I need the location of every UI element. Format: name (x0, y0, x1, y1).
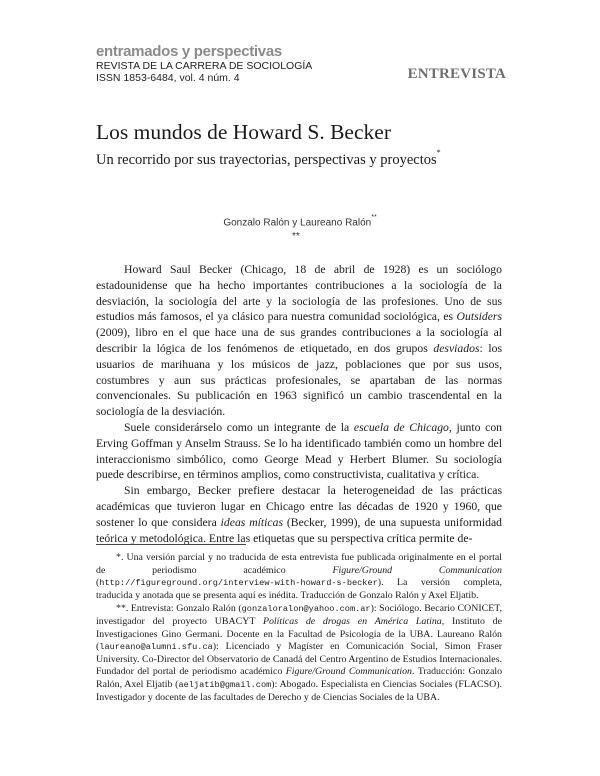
footnote-text: **. Entrevista: Gonzalo Ralón ( (116, 603, 242, 615)
footnote-italic: Figure/Ground Communication (285, 666, 412, 678)
footnote-1 (96, 552, 502, 602)
body-italic: ideas míticas (220, 515, 284, 529)
article-subtitle (96, 148, 441, 169)
footnote-italic: Figure/Ground Communication (332, 564, 502, 576)
footnote-text: ): Licenciado y Magíster en Comunicación Social, Simon Fraser University. Co-Director del Observatorio de Canadá del Centro Argentino de Estudios Internacionales. Fundador del portal de periodismo académico (96, 641, 502, 678)
footnote-italic: Políticas de drogas en América Latina (262, 615, 442, 627)
footnote-text: ): Sociólogo. Becario CONICET, investigador del proyecto UBACYT (96, 603, 502, 627)
authors-text: Gonzalo Ralón y Laureano Ralón (223, 217, 372, 229)
body-paragraph (96, 262, 502, 420)
email-link[interactable]: aeljatib@gmail.com (178, 679, 272, 690)
journal-issn: ISSN 1853-6484, vol. 4 núm. 4 (96, 72, 240, 84)
footnote-url-link[interactable]: http://figureground.org/interview-with-howard-s-becker (99, 578, 378, 589)
body-italic: desviados (433, 341, 480, 355)
section-label: ENTREVISTA (407, 66, 506, 82)
footnote-2 (96, 603, 502, 704)
subtitle-footnote-mark[interactable]: * (436, 148, 441, 157)
body-italic: escuela de Chicago (353, 420, 449, 434)
journal-name: REVISTA DE LA CARRERA DE SOCIOLOGÍA (96, 60, 313, 72)
body-paragraph (96, 483, 502, 546)
body-text: (Becker, 1999), de una supuesta uniformidad teórica y metodológica. Entre las etiquetas que su perspectiva crítica permite de- (96, 515, 503, 545)
body-paragraph (96, 420, 502, 483)
footnote-text: ( (96, 577, 100, 589)
body-text: Sin embargo, Becker prefiere destacar la heterogeneidad de las prácticas académicas que tuvieron lugar en Chicago entre las décadas de 1920 y 1960, que sostener lo que considera (96, 484, 502, 529)
footnotes (96, 552, 502, 705)
footnote-text: ). La versión completa, traducida y anotada que se presenta aquí es inédita. Traducción de Gonzalo Ralón y Axel Eljatib. (96, 577, 502, 601)
authors-secondary-mark: ** (292, 231, 300, 242)
footnote-text: . Traducción: Gonzalo Ralón, Axel Eljatib ( (96, 666, 503, 690)
footnote-text: *. Una versión parcial y no traducida de esta entrevista fue publicada originalmente en el portal de periodismo académico (96, 552, 502, 576)
subtitle-text: Un recorrido por sus trayectorias, perspectivas y proyectos (96, 151, 437, 168)
article-authors (0, 216, 600, 228)
body-text: , junto con Erving Goffman y Anselm Strauss. Se lo ha identificado también como un hombre del interaccionismo simbólico, como George Mead y Herbert Blumer. Su sociología puede describirse, en términos amplios, como constructivista, cualitativa y crítica. (96, 420, 503, 482)
article-body (96, 262, 502, 546)
body-italic: Outsiders (456, 310, 502, 324)
email-link[interactable]: gonzaloralon@yahoo.com.ar (241, 604, 371, 615)
body-text: Howard Saul Becker (Chicago, 18 de abril de 1928) es un sociólogo estadounidense que ha hecho importantes contribuciones a la sociología de la desviación, la sociología del arte y la sociología de las profesiones. Uno de sus estudios más famosos, el ya clásico para nuestra comunidad sociológica, es (96, 263, 502, 324)
body-text: (2009), libro en el que hace una de sus grandes contribuciones a la sociología al describir la lógica de los fenómenos de etiquetado, en dos grupos (96, 326, 502, 355)
body-text: : los usuarios de marihuana y los músicos de jazz, poblaciones que por sus usos, costumbres y aun sus prácticas profesionales, se apartaban de las normas convencionales. Su publicación en 1963 significó un cambio trascendental en la sociología de la desviación. (96, 341, 503, 419)
journal-brand: entramados y perspectivas (96, 43, 282, 60)
footnote-divider (96, 544, 246, 545)
footnote-text: , Instituto de Investigaciones Gino Germani. Docente en la Facultad de Psicología de la UBA. Laureano Ralón ( (96, 615, 502, 653)
footnote-text: ): Abogado. Especialista en Ciencias Sociales (FLACSO). Investigador y docente de las facultades de Derecho y de Ciencias Sociales de la UBA. (96, 678, 502, 703)
article-title: Los mundos de Howard S. Becker (96, 120, 391, 144)
authors-footnote-mark[interactable]: ** (371, 214, 377, 221)
email-link[interactable]: laureano@alumni.sfu.ca (99, 642, 213, 653)
body-text: Suele considerárselo como un integrante de la (124, 420, 354, 434)
